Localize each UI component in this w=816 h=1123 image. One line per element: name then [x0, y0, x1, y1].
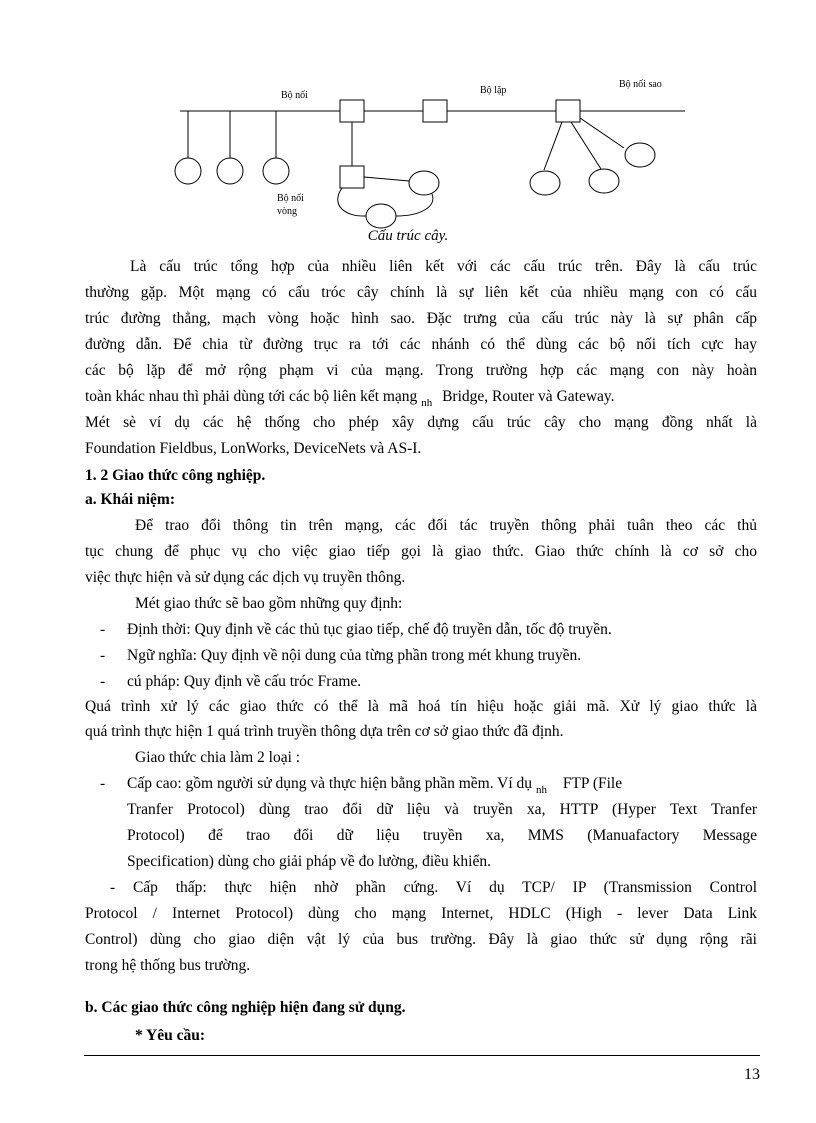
diagram-caption: Cấu trúc cây. — [367, 228, 449, 244]
text-line: Tranfer Protocol) dùng trao đổi dữ liệu và truyền xa, HTTP (Hyper Text Tranfer — [127, 801, 757, 818]
repeater-box — [423, 100, 447, 122]
text-line: Là cấu trúc tổng hợp của nhiều liên kết với các cấu trúc trên. Đây là cấu trúc — [130, 258, 757, 275]
requirement-heading: * Yêu cầu: — [135, 1027, 206, 1044]
bullet-mark: - — [100, 673, 106, 690]
text-line: đường dẫn. Để chia từ đường trục ra tới các nhánh có thể dùng các bộ nối tích cực hay — [85, 336, 757, 353]
text-span: FTP (File — [562, 775, 623, 792]
label-connector: Bộ nối — [281, 90, 308, 101]
text-line: Protocol) để trao đổi dữ liệu truyền xa, MMS (Manuafactory Message — [127, 827, 757, 844]
star-connector-box — [556, 100, 580, 122]
label-star-connector: Bộ nối sao — [619, 79, 662, 90]
text-line: trúc đường thẳng, mạch vòng hoặc hình sao. Đặc trưng của cấu trúc này là sự phân cấp — [85, 310, 757, 327]
ring-connector-box — [340, 166, 364, 188]
text-line: Foundation Fieldbus, LonWorks, DeviceNets và AS-I. — [85, 440, 422, 457]
label-ring-connector-2: vòng — [277, 206, 297, 217]
text-span: Cấp cao: gồm người sử dụng và thực hiện bằng phần mềm. Ví dụ — [127, 775, 533, 792]
node — [175, 158, 201, 184]
ring-node — [409, 171, 439, 195]
text-line: Quá trình xử lý các giao thức có thể là mã hoá tín hiệu hoặc giải mã. Xử lý giao thức là — [85, 698, 757, 715]
text-line: Mét giao thức sẽ bao gồm những quy định: — [135, 595, 403, 612]
list-item: Định thời: Quy định về các thủ tục giao tiếp, chế độ truyền dẫn, tốc độ truyền. — [127, 621, 612, 638]
star-node — [530, 171, 560, 195]
text-line: Control) dùng cho giao diện vật lý của bus trường. Đây là giao thức sử dụng rộng rãi — [85, 931, 757, 948]
section-heading: 1. 2 Giao thức công nghiệp. — [85, 467, 266, 484]
text-line: thường gặp. Một mạng có cấu tróc cây chính là sự liên kết của nhiều mạng con có cấu — [85, 284, 757, 301]
ring-node — [366, 204, 396, 228]
text-line: Specification) dùng cho giải pháp về đo lường, điều khiển. — [127, 853, 491, 870]
list-item: Ngữ nghĩa: Quy định về nội dung của từng phần trong mét khung truyền. — [127, 647, 582, 664]
text-line: việc thực hiện và sử dụng các dịch vụ truyền thông. — [85, 569, 406, 586]
footer-rule — [84, 1055, 760, 1056]
bullet-mark: - — [100, 647, 106, 664]
list-item: - Cấp thấp: thực hiện nhờ phần cứng. Ví dụ TCP/ IP (Transmission Control — [110, 879, 757, 896]
label-ring-connector: Bộ nối — [277, 193, 304, 204]
text-span: toàn khác nhau thì phải dùng tới các bộ liên kết mạng — [85, 388, 418, 405]
text-line: Mét sè ví dụ các hệ thống cho phép xây dựng cấu trúc cây cho mạng đồng nhất là — [85, 414, 757, 431]
star-node — [625, 143, 655, 167]
connector-box — [340, 100, 364, 122]
text-line — [85, 387, 757, 413]
node — [263, 158, 289, 184]
subsection-heading: a. Khái niệm: — [85, 491, 175, 508]
list-item: cú pháp: Quy định về cấu tróc Frame. — [127, 673, 362, 690]
label-repeater: Bộ lặp — [480, 85, 507, 96]
text-line: quá trình thực hiện 1 quá trình truyền thông dựa trên cơ sở giao thức đã định. — [85, 723, 564, 740]
text-line: Giao thức chia làm 2 loại : — [135, 749, 301, 766]
subsection-heading: b. Các giao thức công nghiệp hiện đang sử dụng. — [85, 999, 406, 1016]
star-link — [544, 122, 562, 170]
text-line: Để trao đổi thông tin trên mạng, các đối tác truyền thông phải tuân theo các thủ — [135, 517, 757, 534]
text-line: trong hệ thống bus trường. — [85, 957, 251, 974]
page-number: 13 — [744, 1066, 760, 1083]
star-node — [589, 169, 619, 193]
star-link — [580, 118, 624, 148]
subscript: nh — [535, 784, 547, 796]
list-item — [127, 774, 757, 800]
node — [217, 158, 243, 184]
text-line: tục chung để phục vụ cho việc giao tiếp gọi là giao thức. Giao thức chính là cơ sở cho — [85, 543, 757, 560]
bullet-mark: - — [100, 621, 106, 638]
bullet-mark: - — [100, 775, 106, 792]
text-line: Protocol / Internet Protocol) dùng cho mạng Internet, HDLC (High - lever Data Link — [85, 905, 757, 922]
subscript: nh — [421, 397, 433, 409]
text-span: Bridge, Router và Gateway. — [442, 388, 615, 405]
text-line: các bộ lặp để mở rộng phạm vi của mạng. Trong trường hợp các mạng con này hoàn — [85, 362, 757, 379]
